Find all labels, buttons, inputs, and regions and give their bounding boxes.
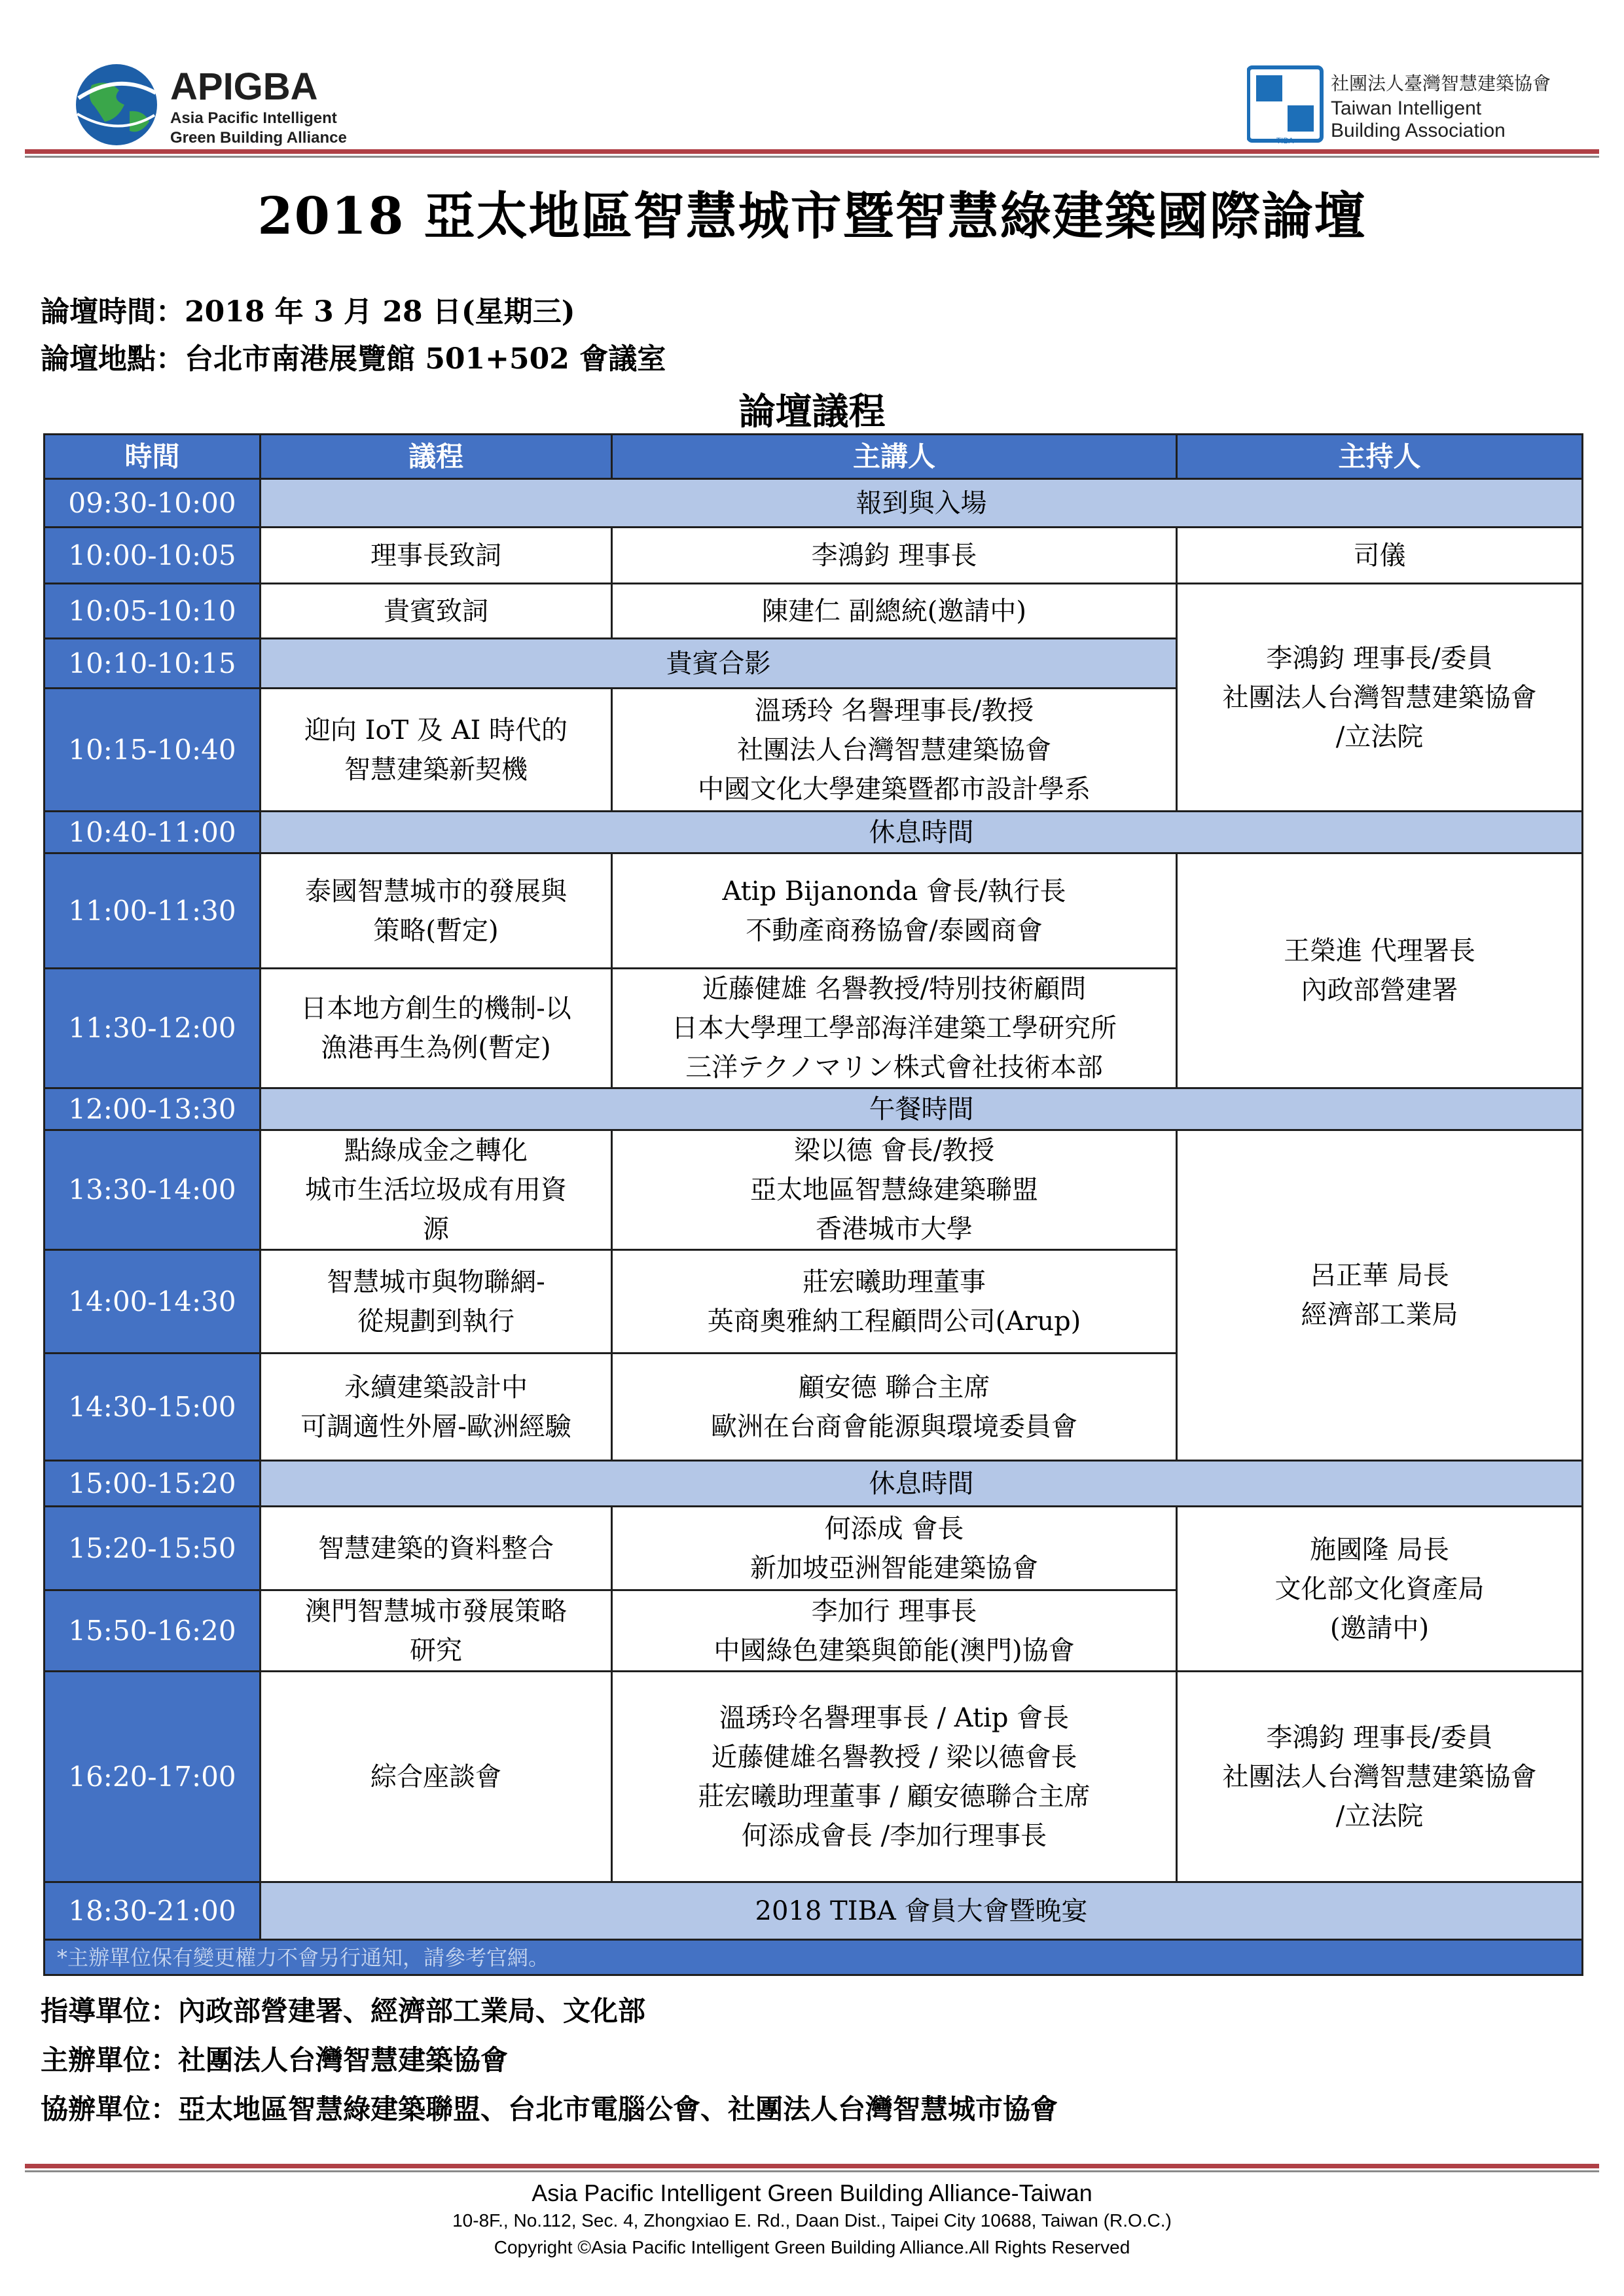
topic-cell: 智慧建築的資料整合 bbox=[261, 1507, 612, 1590]
speaker-cell: Atip Bijanonda 會長/執行長 不動產商務協會/泰國商會 bbox=[612, 853, 1177, 969]
header-rule-red bbox=[25, 149, 1599, 154]
time-cell: 15:50-16:20 bbox=[45, 1590, 261, 1672]
agenda-heading: 論壇議程 bbox=[738, 390, 886, 433]
apigba-line2: Green Building Alliance bbox=[170, 129, 347, 147]
speaker-cell: 莊宏曦助理董事 英商奧雅納工程顧問公司(Arup) bbox=[612, 1250, 1177, 1354]
topic-cell: 智慧城市與物聯網- 從規劃到執行 bbox=[261, 1250, 612, 1354]
footer-organization: Asia Pacific Intelligent Green Building Alliance-Taiwan bbox=[532, 2179, 1092, 2206]
tiba-logo bbox=[1247, 62, 1587, 147]
break-cell: 午餐時間 bbox=[261, 1088, 1583, 1130]
speaker-cell: 李加行 理事長 中國綠色建築與節能(澳門)協會 bbox=[612, 1590, 1177, 1672]
break-cell: 休息時間 bbox=[261, 812, 1583, 853]
speaker-cell: 溫琇玲 名譽理事長/教授 社團法人台灣智慧建築協會 中國文化大學建築暨都市設計學系 bbox=[612, 689, 1177, 812]
table-row bbox=[45, 1507, 1583, 1590]
speaker-cell: 近藤健雄 名譽教授/特別技術顧問 日本大學理工學部海洋建築工學研究所 三洋テクノマリン株式會社技術本部 bbox=[612, 969, 1177, 1088]
topic-cell: 泰國智慧城市的發展與 策略(暫定) bbox=[261, 853, 612, 969]
time-cell: 12:00-13:30 bbox=[45, 1088, 261, 1130]
table-row bbox=[45, 1088, 1583, 1130]
globe-icon bbox=[76, 64, 157, 145]
column-header-time: 時間 bbox=[45, 435, 261, 479]
footer-rule-grey bbox=[25, 2170, 1599, 2172]
co-host-units: 協辦單位：亞太地區智慧綠建築聯盟、台北市電腦公會、社團法人台灣智慧城市協會 bbox=[41, 2093, 1058, 2125]
time-cell: 14:00-14:30 bbox=[45, 1250, 261, 1354]
topic-cell: 迎向 IoT 及 AI 時代的 智慧建築新契機 bbox=[261, 689, 612, 812]
speaker-cell: 何添成 會長 新加坡亞洲智能建築協會 bbox=[612, 1507, 1177, 1590]
time-cell: 13:30-14:00 bbox=[45, 1130, 261, 1250]
column-header-topic: 議程 bbox=[261, 435, 612, 479]
topic-cell: 理事長致詞 bbox=[261, 528, 612, 584]
topic-cell: 澳門智慧城市發展策略 研究 bbox=[261, 1590, 612, 1672]
tiba-mark-icon bbox=[1248, 67, 1322, 141]
break-cell: 貴賓合影 bbox=[261, 639, 1177, 689]
host-cell: 司儀 bbox=[1177, 528, 1583, 584]
footer-address: 10-8F., No.112, Sec. 4, Zhongxiao E. Rd., Daan Dist., Taipei City 10688, Taiwan (R.O.C.) bbox=[452, 2210, 1172, 2231]
table-row bbox=[45, 1461, 1583, 1507]
topic-cell: 永續建築設計中 可調適性外層-歐洲經驗 bbox=[261, 1354, 612, 1461]
time-cell: 11:00-11:30 bbox=[45, 853, 261, 969]
apigba-logo bbox=[72, 59, 360, 151]
table-row bbox=[45, 1130, 1583, 1250]
time-cell: 10:00-10:05 bbox=[45, 528, 261, 584]
time-cell: 18:30-21:00 bbox=[45, 1882, 261, 1940]
speaker-cell: 溫琇玲名譽理事長 / Atip 會長 近藤健雄名譽教授 / 梁以德會長 莊宏曦助理董事 / 顧安德聯合主席 何添成會長 /李加行理事長 bbox=[612, 1672, 1177, 1882]
host-cell: 李鴻鈞 理事長/委員 社團法人台灣智慧建築協會 /立法院 bbox=[1177, 1672, 1583, 1882]
table-row bbox=[45, 528, 1583, 584]
topic-cell: 綜合座談會 bbox=[261, 1672, 612, 1882]
table-row bbox=[45, 1672, 1583, 1882]
tiba-mark-text: TIBA bbox=[1276, 136, 1294, 145]
break-cell: 報到與入場 bbox=[261, 479, 1583, 528]
guidance-units: 指導單位：內政部營建署、經濟部工業局、文化部 bbox=[41, 1995, 646, 2027]
tiba-english-line2: Building Association bbox=[1331, 120, 1506, 141]
host-cell: 呂正華 局長 經濟部工業局 bbox=[1177, 1130, 1583, 1461]
host-unit: 主辦單位：社團法人台灣智慧建築協會 bbox=[41, 2044, 509, 2076]
time-cell: 10:15-10:40 bbox=[45, 689, 261, 812]
time-cell: 15:00-15:20 bbox=[45, 1461, 261, 1507]
tiba-chinese-name: 社團法人臺灣智慧建築協會 bbox=[1331, 73, 1551, 94]
page-title: 2018 亞太地區智慧城市暨智慧綠建築國際論壇 bbox=[257, 187, 1367, 246]
topic-cell: 點綠成金之轉化 城市生活垃圾成有用資 源 bbox=[261, 1130, 612, 1250]
topic-cell: 日本地方創生的機制-以 漁港再生為例(暫定) bbox=[261, 969, 612, 1088]
time-cell: 15:20-15:50 bbox=[45, 1507, 261, 1590]
speaker-cell: 陳建仁 副總統(邀請中) bbox=[612, 584, 1177, 639]
table-header-row bbox=[45, 435, 1583, 479]
host-cell: 施國隆 局長 文化部文化資產局 (邀請中) bbox=[1177, 1507, 1583, 1672]
break-cell: 休息時間 bbox=[261, 1461, 1583, 1507]
column-header-speaker: 主講人 bbox=[612, 435, 1177, 479]
header-rule-grey bbox=[25, 156, 1599, 158]
speaker-cell: 顧安德 聯合主席 歐洲在台商會能源與環境委員會 bbox=[612, 1354, 1177, 1461]
table-row bbox=[45, 584, 1583, 639]
footer-copyright: Copyright ©Asia Pacific Intelligent Green Building Alliance.All Rights Reserved bbox=[494, 2237, 1130, 2257]
tiba-english-line1: Taiwan Intelligent bbox=[1331, 98, 1482, 119]
host-cell: 李鴻鈞 理事長/委員 社團法人台灣智慧建築協會 /立法院 bbox=[1177, 584, 1583, 812]
table-row bbox=[45, 853, 1583, 969]
note-row bbox=[45, 1940, 1583, 1975]
apigba-wordmark: APIGBA bbox=[170, 65, 318, 108]
host-cell: 王榮進 代理署長 內政部營建署 bbox=[1177, 853, 1583, 1088]
column-header-host: 主持人 bbox=[1177, 435, 1583, 479]
time-cell: 10:05-10:10 bbox=[45, 584, 261, 639]
footer-rule-red bbox=[25, 2164, 1599, 2168]
agenda-table bbox=[43, 433, 1583, 1976]
speaker-cell: 梁以德 會長/教授 亞太地區智慧綠建築聯盟 香港城市大學 bbox=[612, 1130, 1177, 1250]
apigba-line1: Asia Pacific Intelligent bbox=[170, 109, 337, 127]
forum-time: 論壇時間：2018 年 3 月 28 日(星期三) bbox=[41, 295, 575, 329]
change-notice: *主辦單位保有變更權力不會另行通知，請參考官網。 bbox=[45, 1940, 1583, 1975]
time-cell: 10:40-11:00 bbox=[45, 812, 261, 853]
time-cell: 11:30-12:00 bbox=[45, 969, 261, 1088]
time-cell: 09:30-10:00 bbox=[45, 479, 261, 528]
event-cell: 2018 TIBA 會員大會暨晚宴 bbox=[261, 1882, 1583, 1940]
table-row bbox=[45, 1882, 1583, 1940]
forum-location: 論壇地點：台北市南港展覽館 501+502 會議室 bbox=[41, 342, 666, 376]
time-cell: 10:10-10:15 bbox=[45, 639, 261, 689]
table-row bbox=[45, 479, 1583, 528]
speaker-cell: 李鴻鈞 理事長 bbox=[612, 528, 1177, 584]
time-cell: 14:30-15:00 bbox=[45, 1354, 261, 1461]
time-cell: 16:20-17:00 bbox=[45, 1672, 261, 1882]
table-row bbox=[45, 812, 1583, 853]
topic-cell: 貴賓致詞 bbox=[261, 584, 612, 639]
